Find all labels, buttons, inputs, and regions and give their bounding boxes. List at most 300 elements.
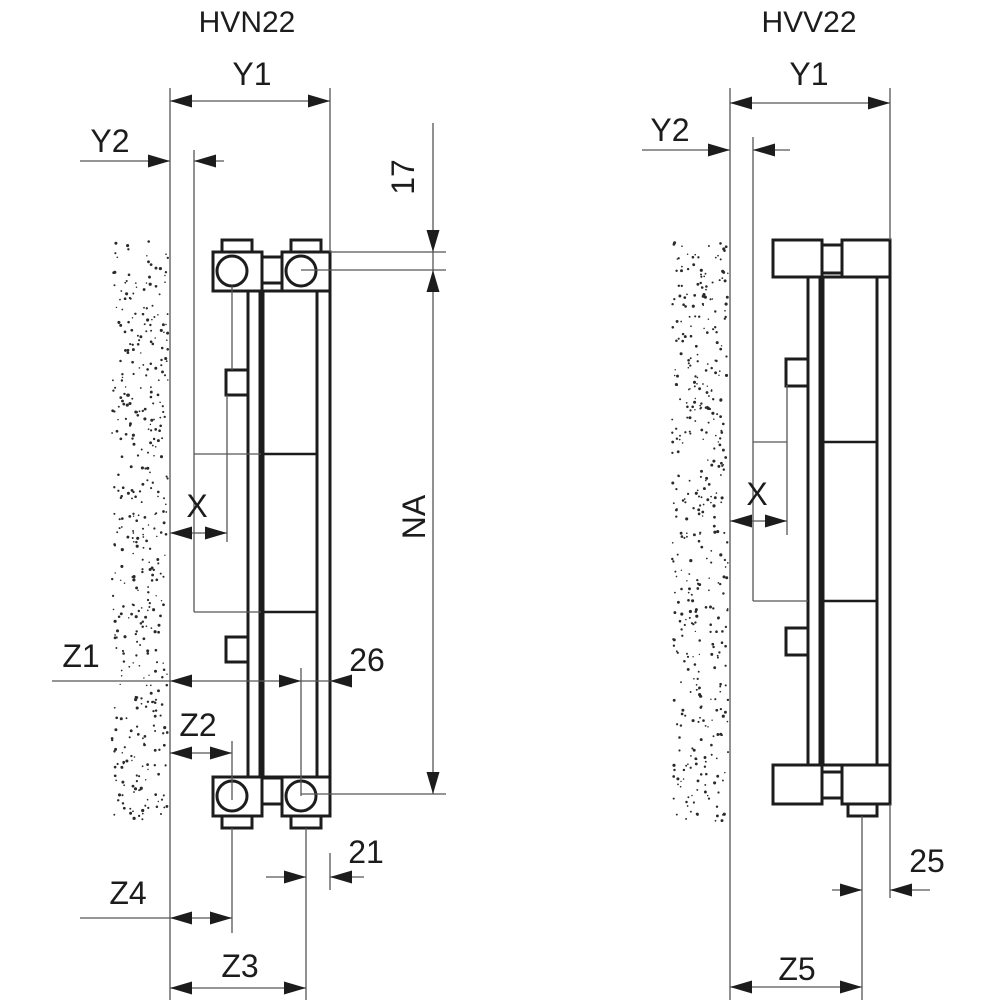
arrowhead [170,527,192,540]
wall-stipple-dot [133,373,135,375]
wall-stipple-dot [125,759,128,762]
wall-stipple-dot [160,531,163,534]
wall-stipple-dot [153,455,155,457]
wall-stipple-dot [149,283,152,286]
wall-stipple-dot [154,764,156,766]
wall-stipple-dot [151,701,154,704]
wall-stipple-dot [132,434,135,437]
wall-stipple-dot [715,257,717,259]
wall-stipple-dot [690,335,693,338]
bottom-header-front [842,765,890,804]
wall-stipple-dot [698,540,701,543]
wall-stipple-dot [161,370,164,373]
wall-stipple-dot [687,268,689,270]
wall-stipple-dot [695,345,698,348]
wall-stipple-dot [681,535,684,538]
wall-stipple-dot [719,683,722,686]
wall-stipple-dot [678,295,681,298]
wall-stipple-dot [127,248,129,250]
wall-stipple-dot [693,381,696,384]
wall-stipple-dot [688,573,690,575]
wall-stipple-dot [713,666,716,669]
wall-stipple-dot [720,474,722,476]
wall-stipple-dot [678,749,680,751]
wall-stipple-dot [143,547,145,549]
wall-stipple-dot [719,686,721,688]
wall-stipple-dot [680,613,683,616]
wall-stipple-dot [686,294,688,296]
wall-stipple-dot [714,698,716,700]
wall-stipple-dot [696,789,698,791]
label-25: 25 [909,843,945,879]
wall-stipple-dot [710,653,713,656]
wall-stipple-dot [124,331,127,334]
wall-stipple-dot [115,780,117,782]
wall-stipple-dot [161,703,164,706]
wall-stipple-dot [704,756,707,759]
wall-stipple-dot [681,266,683,268]
wall-stipple-dot [159,417,161,419]
wall-stipple-dot [113,513,115,515]
wall-stipple-dot [113,543,116,546]
wall-stipple-dot [135,696,137,698]
wall-stipple-dot [700,276,702,278]
wall-stipple-dot [698,387,701,390]
wall-stipple-dot [122,403,125,406]
wall-stipple-dot [138,610,140,612]
wall-stipple-dot [691,405,694,408]
wall-stipple-dot [722,592,724,594]
wall-stipple-dot [131,437,133,439]
wall-stipple-dot [704,791,707,794]
wall-stipple-dot [147,452,149,454]
wall-stipple-dot [163,668,166,671]
wall-stipple-dot [683,537,685,539]
wall-stipple-dot [134,495,137,498]
wall-stipple-dot [160,455,163,458]
wall-stipple-dot [694,621,696,623]
wall-stipple-dot [680,724,682,726]
wall-stipple-dot [144,408,147,411]
bottom-header-connector [262,778,282,804]
wall-stipple-dot [713,531,716,534]
wall-stipple-dot [132,537,134,539]
wall-stipple-dot [703,487,706,490]
wall-stipple-dot [716,758,718,760]
wall-stipple-dot [712,281,714,283]
wall-stipple-dot [726,541,728,543]
wall-stipple-dot [122,605,125,608]
wall-stipple-dot [686,406,689,409]
radiator-profile-hvv22 [773,240,890,816]
arrowhead [840,981,862,994]
wall-stipple-dot [148,561,150,563]
wall-stipple-dot [114,774,117,777]
wall-stipple-dot [680,628,682,630]
wall-stipple-dot [141,501,143,503]
wall-stipple-dot [725,626,727,628]
wall-stipple-dot [142,536,144,538]
wall-stipple-dot [683,296,686,299]
wall-stipple-dot [702,383,704,385]
wall-stipple-dot [162,576,164,578]
wall-stipple-dot [695,762,698,765]
wall-stipple-dot [117,799,119,801]
wall-stipple-dot [711,719,712,720]
wall-stipple-dot [719,279,721,281]
wall-stipple-dot [716,413,718,415]
wall-stipple-dot [121,781,124,784]
wall-stipple-dot [712,398,714,400]
arrowhead [427,270,440,292]
wall-stipple-dot [136,414,139,417]
wall-stipple-dot [711,412,714,415]
wall-stipple-dot [710,367,712,369]
wall-stipple-dot [148,428,150,430]
wall-stipple-dot [718,582,720,584]
wall-stipple-dot [147,260,150,263]
wall-stipple-dot [157,773,160,776]
wall-stipple-dot [119,527,121,529]
wall-stipple-dot [717,465,720,468]
wall-stipple-dot [700,546,703,549]
wall-stipple-dot [689,610,692,613]
top-header-rear [773,240,822,277]
wall-stipple-dot [677,652,679,654]
wall-stipple-dot [692,719,695,722]
wall-stipple-dot [161,347,164,350]
wall-stipple-dot [158,379,160,381]
wall-stipple-dot [690,755,692,757]
wall-stipple-dot [153,569,155,571]
wall-stipple-dot [123,393,125,395]
wall-stipple-dot [151,574,154,577]
wall-stipple-dot [154,701,157,704]
wall-stipple-dot [675,428,677,430]
wall-stipple-dot [154,337,156,339]
wall-stipple-dot [141,607,143,609]
wall-stipple-dot [702,303,704,305]
wall-stipple-dot [689,617,691,619]
wall-stipple-dot [147,701,149,703]
wall-stipple-dot [149,568,152,571]
wall-stipple-dot [148,606,150,608]
wall-stipple-dot [711,390,713,392]
wall-stipple-dot [693,401,696,404]
wall-stipple-dot [154,793,157,796]
wall-stipple-dot [676,814,678,816]
wall-stipple-dot [678,338,680,340]
label-z5: Z5 [778,951,816,987]
wall-stipple-dot [713,525,716,528]
wall-stipple-dot [705,289,707,291]
wall-stipple-dot [722,814,724,816]
wall-stipple-dot [136,725,138,727]
wall-stipple-dot [156,558,159,561]
wall-stipple-dot [716,806,718,808]
wall-stipple-dot [124,282,126,284]
wall-stipple-dot [149,441,152,444]
wall-stipple-dot [691,599,694,602]
wall-stipple-dot [118,616,121,619]
wall-stipple-dot [708,245,710,247]
wall-stipple-dot [699,405,701,407]
wall-bracket-upper [226,370,248,395]
wall-stipple-dot [147,807,149,809]
wall-stipple-dot [159,293,161,295]
wall-stipple-dot [712,328,714,330]
wall-stipple-dot [724,711,727,714]
wall-stipple-dot [705,480,707,482]
wall-stipple-dot [708,483,711,486]
wall-stipple-dot [692,263,695,266]
wall-stipple-dot [689,388,691,390]
wall-stipple-dot [163,521,166,524]
wall-stipple-dot [127,349,130,352]
wall-stipple-dot [689,316,691,318]
wall-stipple-dot [111,737,114,740]
wall-stipple-dot [164,416,166,418]
wall-stipple-dot [165,805,168,808]
wall-stipple-dot [141,809,144,812]
wall-stipple-dot [679,439,681,441]
wall-stipple-dot [114,707,116,709]
wall-stipple-dot [717,657,719,659]
wall-stipple-dot [700,269,703,272]
wall-stipple-dot [158,801,159,802]
wall-stipple-dot [676,437,678,439]
wall-stipple-dot [716,530,719,533]
wall-stipple-dot [166,360,168,362]
wall-stipple-dot [684,305,687,308]
wall-stipple-dot [674,375,676,377]
wall-stipple-dot [161,676,163,678]
wall-stipple-dot [117,490,119,492]
wall-stipple-dot [723,532,725,534]
wall-stipple-dot [160,573,162,575]
wall-stipple-dot [718,651,720,653]
wall-stipple-dot [700,738,703,741]
wall-stipple-dot [142,559,144,561]
wall-stipple-dot [677,450,680,453]
wall-stipple-dot [721,819,724,822]
wall-stipple-dot [135,654,137,656]
wall-stipple-dot [698,513,701,516]
wall-stipple-dot [687,599,690,602]
wall-stipple-dot [676,723,678,725]
wall-stipple-dot [706,391,709,394]
wall-stipple-dot [672,326,675,329]
wall-stipple-dot [707,726,708,727]
arrowhead [753,144,775,157]
label-21: 21 [348,834,384,870]
wall-stipple-dot [114,387,116,389]
wall-stipple-dot [679,398,681,400]
wall-stipple-dot [146,685,148,687]
wall-stipple-dot [142,737,144,739]
wall-stipple-dot [133,532,135,534]
wall-stipple-dot [709,606,712,609]
wall-stipple-dot [134,698,137,701]
arrowhead [210,912,232,925]
bottom-tab-front [291,816,321,828]
wall-stipple-dot [132,578,135,581]
wall-stipple-dot [118,406,120,408]
wall-stipple-dot [163,726,166,729]
arrowhead [194,155,216,168]
wall-stipple-dot [162,405,164,407]
wall-stipple-dot [702,515,703,516]
wall-stipple-dot [694,420,696,422]
wall-stipple-dot [696,579,698,581]
wall-stipple-dot [116,307,117,308]
wall-stipple-dot [141,625,143,627]
wall-stipple-dot [146,649,149,652]
label-y2-left: Y2 [90,123,130,159]
wall-stipple-dot [165,324,167,326]
label-z2: Z2 [179,707,217,743]
wall-stipple-dot [706,331,709,334]
wall-stipple-dot [724,645,727,648]
wall-stipple-dot [710,744,713,747]
wall-stipple-dot [673,638,676,641]
wall-stipple-dot [704,766,706,768]
wall-stipple-dot [712,298,714,300]
label-z1: Z1 [62,638,100,674]
wall-stipple-dot [133,443,136,446]
wall-stipple-dot [712,607,714,609]
wall-stipple-dot [132,662,134,664]
wall-stipple-dot [699,408,701,410]
wall-stipple-dot [121,373,123,375]
wall-stipple-dot [136,774,138,776]
wall-stipple-dot [703,276,705,278]
wall-stipple-dot [689,364,691,366]
wall-stipple-dot [144,735,147,738]
wall-stipple-dot [681,245,683,247]
wall-stipple-dot [167,257,169,259]
wall-stipple-dot [141,703,143,705]
label-z4: Z4 [109,875,147,911]
wall-stipple-dot [152,305,154,307]
wall-stipple-dot [697,256,699,258]
wall-stipple-dot [137,343,140,346]
wall-stipple-dot [673,611,676,614]
wall-stipple-dot [153,438,155,440]
wall-stipple-dot [164,275,166,277]
wall-stipple-dot [157,394,160,397]
wall-stipple-dot [136,706,139,709]
wall-stipple-dot [117,474,120,477]
wall-stipple-dot [113,284,115,286]
wall-stipple-dot [697,360,699,362]
wall-stipple-dot [718,375,719,376]
wall-stipple-dot [136,780,138,782]
arrowhead [427,772,440,794]
wall-stipple-dot [147,586,149,588]
wall-stipple-dot [128,515,131,518]
wall-stipple-dot [725,684,727,686]
wall-stipple-dot [155,699,157,701]
wall-stipple-dot [146,282,148,284]
label-x-right: X [746,476,768,512]
arrowhead [730,97,752,110]
wall-stipple-dot [719,553,722,556]
title-hvn22: HVN22 [198,6,296,39]
wall-stipple-dot [709,408,711,410]
wall-stipple-dot [166,731,169,734]
wall-stipple-dot [688,362,690,364]
wall-stipple-dot [137,733,140,736]
wall-bracket-lower [226,637,248,662]
wall-stipple-dot [119,684,120,685]
wall-stipple-dot [145,706,147,708]
wall-stipple-dot [122,377,124,379]
wall-stipple-dot [159,615,162,618]
wall-stipple-dot [690,767,692,769]
wall-stipple-dot [697,779,700,782]
wall-stipple-dot [701,496,703,498]
wall-stipple-dot [708,318,710,320]
wall-stipple-dot [137,454,139,456]
wall-stipple-dot [124,582,126,584]
wall-stipple-dot [158,749,160,751]
wall-stipple-dot [120,612,123,615]
wall-stipple-dot [150,386,152,388]
wall-stipple-dot [695,492,698,495]
wall-stipple-dot [704,784,706,786]
wall-stipple-dot [705,761,707,763]
wall-stipple-dot [165,764,167,766]
wall-stipple-dot [133,604,135,606]
wall-stipple-dot [132,513,134,515]
wall-stipple-dot [707,385,708,386]
wall-stipple-dot [671,452,673,454]
wall-stipple-dot [725,566,727,568]
wall-stipple-dot [687,668,690,671]
wall-stipple-dot [714,310,716,312]
wall-stipple-dot [680,352,683,355]
wall-stipple-dot [697,354,699,356]
wall-stipple-dot [162,510,165,513]
wall-stipple-dot [727,562,729,564]
wall-stipple-dot [136,537,139,540]
wall-stipple-dot [720,501,722,503]
wall-stipple-dot [680,786,682,788]
wall-stipple-dot [120,580,121,581]
wall-stipple-dot [117,419,119,421]
wall-stipple-dot [157,631,160,634]
wall-stipple-dot [145,540,148,543]
wall-stipple-dot [121,379,123,381]
wall-stipple-dot [140,697,142,699]
wall-stipple-dot [721,641,724,644]
wall-stipple-dot [711,754,713,756]
wall-stipple-dot [163,744,166,747]
wall-stipple-dot [680,321,682,323]
wall-stipple-dot [689,559,692,562]
wall-stipple-dot [126,404,129,407]
wall-stipple-dot [135,633,137,635]
wall-stipple-dot [130,298,132,300]
wall-stipple-dot [727,273,729,275]
wall-stipple-dot [135,519,138,522]
wall-stipple-dot [685,765,687,767]
wall-stipple-dot [164,374,166,376]
wall-stipple-dot [677,601,680,604]
wall-stipple-dot [143,637,146,640]
wall-stipple-dot [705,606,708,609]
